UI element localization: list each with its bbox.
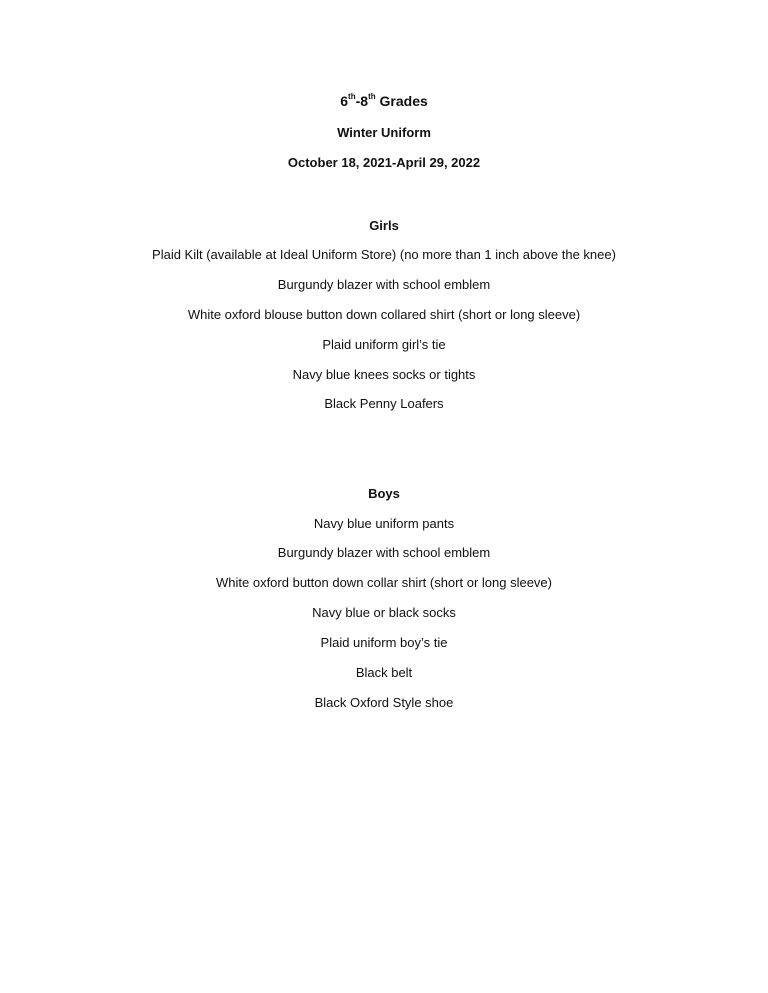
grade-start-number: 6 <box>340 93 349 109</box>
girls-item: Black Penny Loafers <box>324 396 444 411</box>
grade-separator: - <box>355 93 361 109</box>
page-title <box>0 93 768 109</box>
grade-end-number: 8 <box>360 93 369 109</box>
girls-heading: Girls <box>369 218 399 233</box>
boys-item: Burgundy blazer with school emblem <box>277 545 491 560</box>
girls-item: Plaid uniform girl’s tie <box>322 337 446 352</box>
boys-item: Navy blue uniform pants <box>313 516 455 531</box>
girls-item: Plaid Kilt (available at Ideal Uniform Store) (no more than 1 inch above the knee) <box>152 247 616 262</box>
date-range: October 18, 2021-April 29, 2022 <box>287 155 481 170</box>
grade-word: Grades <box>375 93 428 109</box>
boys-item: White oxford button down collar shirt (short or long sleeve) <box>216 575 552 590</box>
boys-heading: Boys <box>368 486 400 501</box>
girls-item: White oxford blouse button down collared shirt (short or long sleeve) <box>187 307 581 322</box>
grade-end-suffix: th <box>368 92 376 102</box>
girls-item: Navy blue knees socks or tights <box>292 367 476 382</box>
subtitle: Winter Uniform <box>337 125 431 140</box>
boys-item: Black Oxford Style shoe <box>314 695 454 710</box>
grade-start-suffix: th <box>348 92 356 102</box>
boys-item: Navy blue or black socks <box>312 605 456 620</box>
boys-item: Plaid uniform boy’s tie <box>320 635 448 650</box>
girls-item: Burgundy blazer with school emblem <box>277 277 491 292</box>
boys-item: Black belt <box>355 665 413 680</box>
